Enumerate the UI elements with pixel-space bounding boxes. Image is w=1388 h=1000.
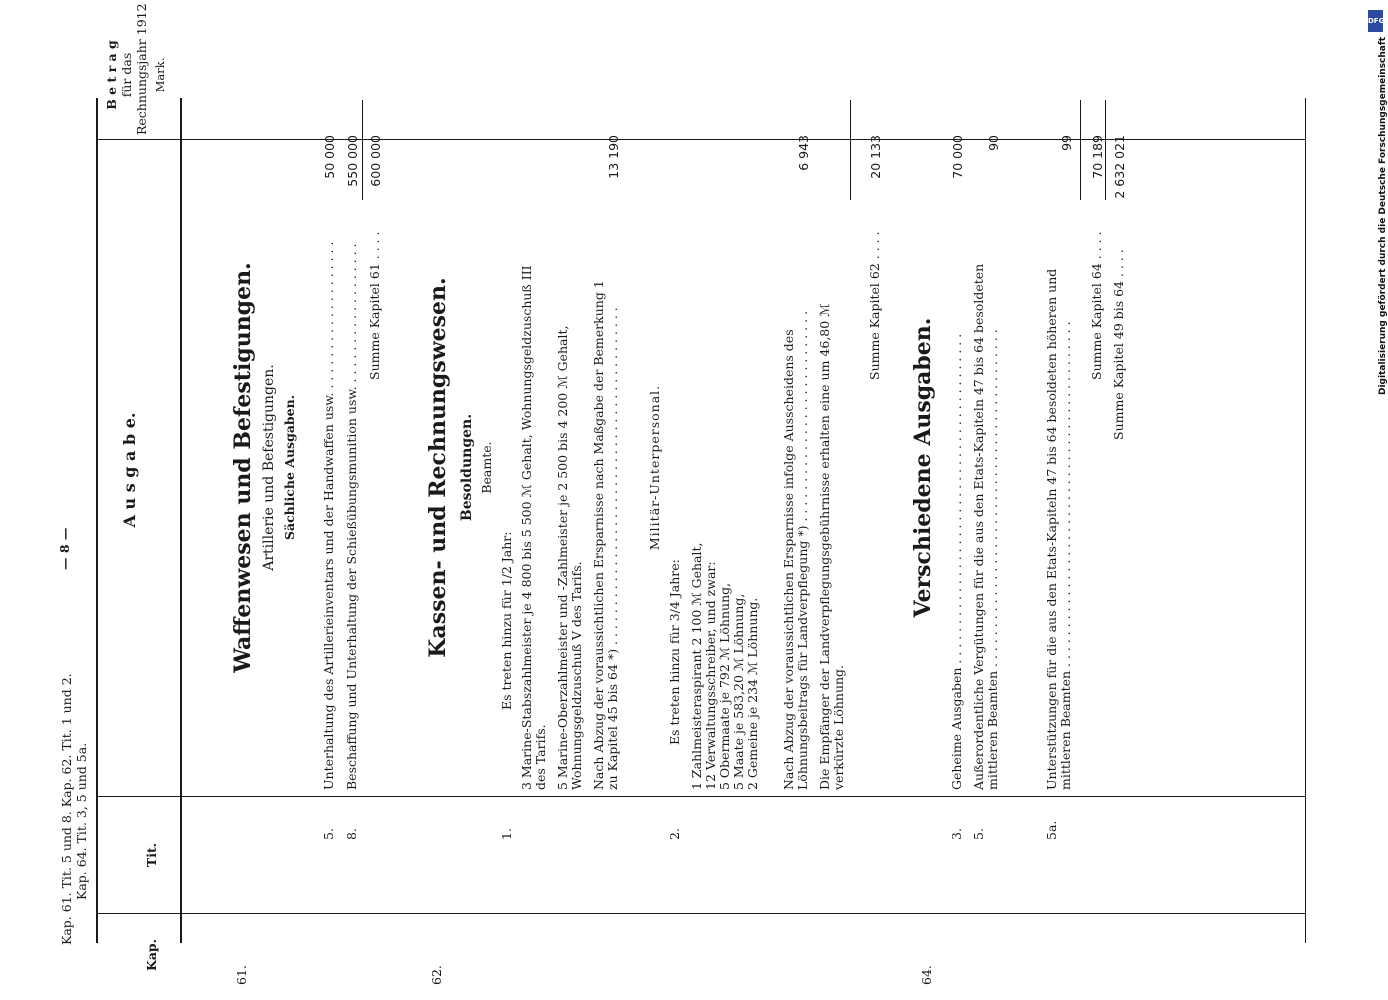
kap-64-tit-3-amount: 70 000: [950, 135, 965, 179]
kap-62-title: Kassen- und Rechnungswesen.: [425, 277, 451, 658]
kap-64-tit-5a-text: mittleren Beamten . . . . . . . . . . . . . . . . . . . . . . . . . . . . . . . . . . . . . . . . . . . .: [1058, 321, 1073, 790]
total-label: Summe Kapitel 49 bis 64 . . . .: [1111, 249, 1126, 440]
kap-64-tit-5-text: Außerordentliche Vergütungen für die aus den Etats-Kapiteln 47 bis 64 besoldeten: [971, 263, 986, 790]
kap-64-sum-label: Summe Kapitel 64 . . . .: [1089, 231, 1104, 380]
digitization-credit: Digitalisierung gefördert durch die Deutsche Forschungsgemeinschaft: [1378, 36, 1388, 395]
kap-62-tit-2-line: Die Empfänger der Landverpflegungsgebührnisse erhalten eine um 46,80 ℳ: [817, 303, 832, 790]
kap-64-tit-3: 3.: [949, 828, 964, 840]
kap-64: 64.: [919, 965, 934, 985]
kap-64-tit-3-text: Geheime Ausgaben . . . . . . . . . . . . . . . . . . . . . . . . . . . . . . . . . . . . . . . . . .: [949, 333, 964, 790]
kap-62-tit-2-line: Nach Abzug der voraussichtlichen Ersparnisse infolge Ausscheidens des: [781, 329, 796, 790]
kap-64-total-rule: [1105, 100, 1106, 200]
kap-62-tit-1-line: zu Kapitel 45 bis 64 *) . . . . . . . . . . . . . . . . . . . . . . . . . . . . . . . . . . . . . . . . . . .: [605, 307, 620, 790]
dfg-logo: DFG: [1368, 10, 1383, 32]
rule-col-tit: [96, 796, 1306, 797]
header-tit: Tit.: [144, 842, 159, 868]
header-betrag-2: für das: [119, 52, 134, 98]
kap-64-tit-5a-text: Unterstützungen für die aus den Etats-Kapiteln 47 bis 64 besoldeten höheren und: [1044, 268, 1059, 790]
header-betrag-1: B e t r a g: [104, 40, 119, 110]
kap-64-sum-amount: 70 189: [1090, 135, 1105, 179]
kap-64-tit-5a-amount: 99: [1059, 135, 1074, 151]
kap-62-tit-2-line: 12 Verwaltungsschreiber, und zwar:: [703, 561, 718, 790]
kap-62-sum-rule: [850, 100, 851, 200]
kap-64-title: Verschiedene Ausgaben.: [910, 317, 936, 618]
kap-62-tit-1-intro: Es treten hinzu für 1/2 Jahr:: [499, 531, 514, 710]
kap-62-tit-1-line: Wohnungsgeldzuschuß V des Tarifs.: [569, 561, 584, 790]
kap-62-tit-2-amount: 6 943: [796, 135, 811, 171]
kap-61-tit-8-amount: 550 000: [345, 135, 360, 187]
kap-61-sum-amount: 600 000: [368, 135, 383, 187]
kap-62-tit-1-line: Nach Abzug der voraussichtlichen Ersparnisse nach Maßgabe der Bemerkung 1: [591, 280, 606, 790]
header-kap: Kap.: [144, 938, 159, 972]
kap-61-title: Waffenwesen und Befestigungen.: [230, 262, 256, 673]
kap-62-tit-1: 1.: [499, 828, 514, 840]
kap-61-tit-8-text: Beschaffung und Unterhaltung der Schießübungsmunition usw. . . . . . . . . . . . . . . . . . .: [344, 243, 359, 790]
kap-62-sum-label: Summe Kapitel 62 . . . .: [867, 231, 882, 380]
running-head-line-1: Kap. 61. Tit. 5 und 8. Kap. 62. Tit. 1 und 2.: [59, 673, 74, 945]
kap-62-beamte: Beamte.: [479, 441, 494, 494]
kap-61: 61.: [234, 965, 249, 985]
kap-64-tit-5a: 5a.: [1044, 820, 1059, 840]
kap-62-tit-2-line: 5 Obermaate je 792 ℳ Löhnung,: [717, 582, 732, 790]
kap-62-tit-2-line: 1 Zahlmeisteraspirant 2 100 ℳ Gehalt,: [689, 542, 704, 790]
rule-bottom: [1305, 98, 1306, 943]
rule-header-bottom: [180, 98, 182, 943]
header-ausgabe: A u s g a b e.: [120, 412, 139, 528]
header-betrag-3: Rechnungsjahr 1912: [134, 3, 149, 135]
kap-62-tit-2-intro: Es treten hinzu für 3/4 Jahre:: [667, 559, 682, 745]
kap-61-sum-label: Summe Kapitel 61 . . . .: [367, 231, 382, 380]
kap-62-tit-1-line: 5 Marine-Oberzahlmeister und -Zahlmeister je 2 500 bis 4 200 ℳ Gehalt,: [555, 325, 570, 790]
kap-62-tit-2: 2.: [667, 828, 682, 840]
rule-top: [96, 98, 98, 943]
running-head-line-2: Kap. 64. Tit. 3, 5 und 5a.: [74, 742, 89, 900]
kap-62-subhead: Besoldungen.: [459, 413, 475, 522]
kap-62: 62.: [429, 965, 444, 985]
kap-64-tit-5-text: mittleren Beamten . . . . . . . . . . . . . . . . . . . . . . . . . . . . . . . . . . . . . . . . . . .: [985, 329, 1000, 790]
kap-62-mil-head: Militär-Unterpersonal.: [647, 384, 662, 551]
kap-61-tit-5: 5.: [321, 828, 336, 840]
kap-61-tit-8: 8.: [344, 828, 359, 840]
kap-64-tit-5: 5.: [971, 828, 986, 840]
kap-62-tit-2-line: verkürzte Löhnung.: [831, 664, 846, 790]
kap-62-tit-2-line: Löhnungsbeitrags für Landverpflegung *) . . . . . . . . . . . . . . . . . . . . . . . . . . .: [795, 310, 810, 790]
kap-62-tit-1-line: 3 Marine-Stabszahlmeister je 4 800 bis 5 500 ℳ Gehalt, Wohnungsgeldzuschuß III: [519, 265, 534, 790]
kap-62-sum-amount: 20 133: [868, 135, 883, 179]
rule-col-kap: [96, 913, 1306, 914]
kap-62-tit-2-line: 5 Maate je 583,20 ℳ Löhnung,: [731, 593, 746, 790]
kap-61-tit-5-text: Unterhaltung des Artillerieinventars und der Handwaffen usw. . . . . . . . . . . . . . . . . . . .: [321, 241, 336, 790]
kap-61-subhead: Sächliche Ausgaben.: [282, 394, 297, 541]
kap-64-tit-5-amount: 90: [986, 135, 1001, 151]
kap-61-tit-5-amount: 50 000: [322, 135, 337, 179]
header-betrag-4: Mark.: [153, 57, 167, 93]
total-amount: 2 632 021: [1112, 135, 1127, 199]
kap-61-sum-rule: [362, 100, 363, 200]
page-number: — 8 —: [57, 527, 72, 570]
kap-62-tit-2-line: 2 Gemeine je 234 ℳ Löhnung.: [745, 597, 760, 790]
kap-62-tit-1-amount: 13 190: [606, 135, 621, 179]
kap-62-tit-1-line: des Tarifs.: [533, 724, 548, 790]
kap-64-sum-rule: [1080, 100, 1081, 200]
kap-61-subtitle: Artillerie und Befestigungen.: [261, 364, 277, 571]
